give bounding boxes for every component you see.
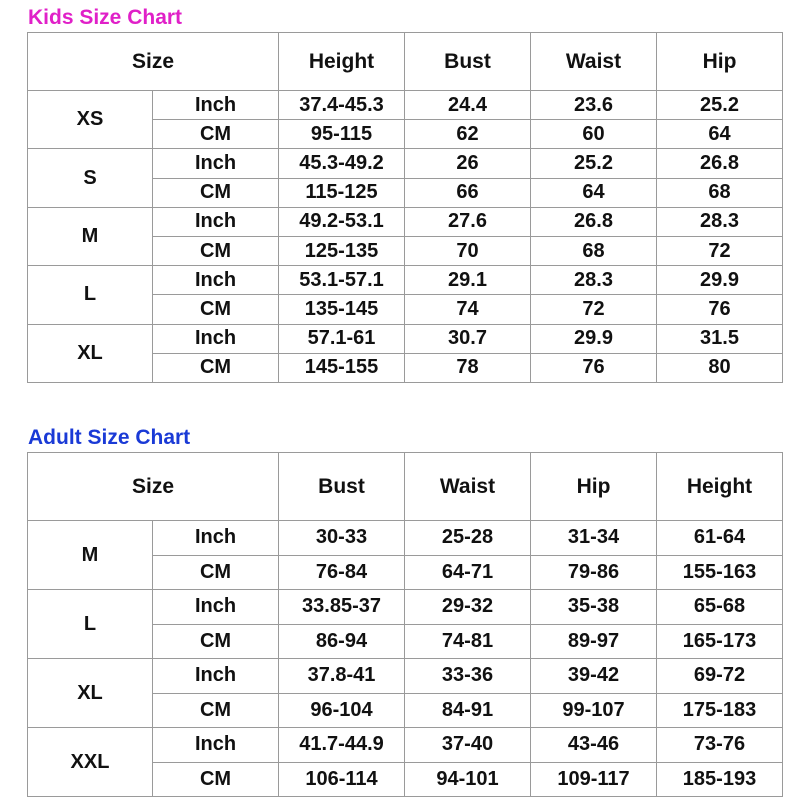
unit-label: Inch <box>153 266 279 295</box>
value-cell: 23.6 <box>531 91 657 120</box>
value-cell: 72 <box>531 295 657 324</box>
table-row-inch <box>28 207 783 236</box>
value-cell: 49.2-53.1 <box>279 207 405 236</box>
value-cell: 80 <box>657 353 783 382</box>
unit-label: CM <box>153 353 279 382</box>
value-cell: 29.9 <box>657 266 783 295</box>
value-cell: 68 <box>531 236 657 265</box>
value-cell: 94-101 <box>405 762 531 797</box>
value-cell: 185-193 <box>657 762 783 797</box>
value-cell: 26.8 <box>657 149 783 178</box>
unit-label: CM <box>153 236 279 265</box>
value-cell: 28.3 <box>657 207 783 236</box>
unit-label: Inch <box>153 207 279 236</box>
value-cell: 125-135 <box>279 236 405 265</box>
value-cell: 61-64 <box>657 521 783 556</box>
value-cell: 37-40 <box>405 728 531 763</box>
value-cell: 109-117 <box>531 762 657 797</box>
value-cell: 33.85-37 <box>279 590 405 625</box>
value-cell: 115-125 <box>279 178 405 207</box>
unit-label: CM <box>153 693 279 728</box>
kids-size-chart-title: Kids Size Chart <box>28 6 183 29</box>
unit-label: CM <box>153 762 279 797</box>
header-size: Size <box>28 453 279 521</box>
value-cell: 33-36 <box>405 659 531 694</box>
adult-size-table <box>27 452 783 797</box>
header-bust: Bust <box>405 33 531 91</box>
value-cell: 175-183 <box>657 693 783 728</box>
value-cell: 31.5 <box>657 324 783 353</box>
value-cell: 25.2 <box>657 91 783 120</box>
unit-label: Inch <box>153 521 279 556</box>
size-label: XXL <box>28 728 153 797</box>
value-cell: 62 <box>405 120 531 149</box>
value-cell: 41.7-44.9 <box>279 728 405 763</box>
unit-label: CM <box>153 178 279 207</box>
value-cell: 30.7 <box>405 324 531 353</box>
value-cell: 96-104 <box>279 693 405 728</box>
header-row <box>28 453 783 521</box>
table-row-inch <box>28 149 783 178</box>
value-cell: 135-145 <box>279 295 405 324</box>
header-hip: Hip <box>531 453 657 521</box>
table-row-inch <box>28 728 783 763</box>
value-cell: 95-115 <box>279 120 405 149</box>
value-cell: 29-32 <box>405 590 531 625</box>
kids-size-table <box>27 32 783 383</box>
unit-label: Inch <box>153 659 279 694</box>
value-cell: 78 <box>405 353 531 382</box>
value-cell: 35-38 <box>531 590 657 625</box>
value-cell: 53.1-57.1 <box>279 266 405 295</box>
unit-label: CM <box>153 555 279 590</box>
header-waist: Waist <box>531 33 657 91</box>
value-cell: 86-94 <box>279 624 405 659</box>
unit-label: CM <box>153 295 279 324</box>
value-cell: 76 <box>657 295 783 324</box>
value-cell: 99-107 <box>531 693 657 728</box>
value-cell: 65-68 <box>657 590 783 625</box>
table-row-inch <box>28 590 783 625</box>
header-height: Height <box>279 33 405 91</box>
value-cell: 66 <box>405 178 531 207</box>
value-cell: 29.1 <box>405 266 531 295</box>
value-cell: 43-46 <box>531 728 657 763</box>
header-waist: Waist <box>405 453 531 521</box>
unit-label: CM <box>153 120 279 149</box>
value-cell: 73-76 <box>657 728 783 763</box>
value-cell: 39-42 <box>531 659 657 694</box>
value-cell: 64 <box>531 178 657 207</box>
value-cell: 25-28 <box>405 521 531 556</box>
table-row-inch <box>28 521 783 556</box>
unit-label: CM <box>153 624 279 659</box>
size-label: S <box>28 149 153 207</box>
value-cell: 68 <box>657 178 783 207</box>
size-label: XS <box>28 91 153 149</box>
value-cell: 37.8-41 <box>279 659 405 694</box>
table-row-inch <box>28 324 783 353</box>
value-cell: 30-33 <box>279 521 405 556</box>
size-label: L <box>28 266 153 324</box>
header-size: Size <box>28 33 279 91</box>
value-cell: 37.4-45.3 <box>279 91 405 120</box>
value-cell: 76-84 <box>279 555 405 590</box>
unit-label: Inch <box>153 149 279 178</box>
adult-size-chart-title: Adult Size Chart <box>28 426 191 449</box>
table-row-inch <box>28 266 783 295</box>
value-cell: 64 <box>657 120 783 149</box>
header-bust: Bust <box>279 453 405 521</box>
value-cell: 72 <box>657 236 783 265</box>
value-cell: 29.9 <box>531 324 657 353</box>
size-label: L <box>28 590 153 659</box>
value-cell: 25.2 <box>531 149 657 178</box>
unit-label: Inch <box>153 590 279 625</box>
value-cell: 74 <box>405 295 531 324</box>
value-cell: 60 <box>531 120 657 149</box>
value-cell: 45.3-49.2 <box>279 149 405 178</box>
value-cell: 24.4 <box>405 91 531 120</box>
table-row-inch <box>28 91 783 120</box>
size-label: M <box>28 521 153 590</box>
value-cell: 74-81 <box>405 624 531 659</box>
value-cell: 155-163 <box>657 555 783 590</box>
value-cell: 79-86 <box>531 555 657 590</box>
header-row <box>28 33 783 91</box>
value-cell: 145-155 <box>279 353 405 382</box>
table-row-inch <box>28 659 783 694</box>
value-cell: 70 <box>405 236 531 265</box>
header-height: Height <box>657 453 783 521</box>
value-cell: 57.1-61 <box>279 324 405 353</box>
value-cell: 26 <box>405 149 531 178</box>
value-cell: 69-72 <box>657 659 783 694</box>
unit-label: Inch <box>153 728 279 763</box>
value-cell: 89-97 <box>531 624 657 659</box>
size-label: XL <box>28 324 153 383</box>
value-cell: 28.3 <box>531 266 657 295</box>
value-cell: 84-91 <box>405 693 531 728</box>
size-label: M <box>28 207 153 265</box>
unit-label: Inch <box>153 324 279 353</box>
value-cell: 76 <box>531 353 657 382</box>
unit-label: Inch <box>153 91 279 120</box>
header-hip: Hip <box>657 33 783 91</box>
value-cell: 31-34 <box>531 521 657 556</box>
value-cell: 106-114 <box>279 762 405 797</box>
value-cell: 165-173 <box>657 624 783 659</box>
size-label: XL <box>28 659 153 728</box>
value-cell: 26.8 <box>531 207 657 236</box>
value-cell: 27.6 <box>405 207 531 236</box>
value-cell: 64-71 <box>405 555 531 590</box>
